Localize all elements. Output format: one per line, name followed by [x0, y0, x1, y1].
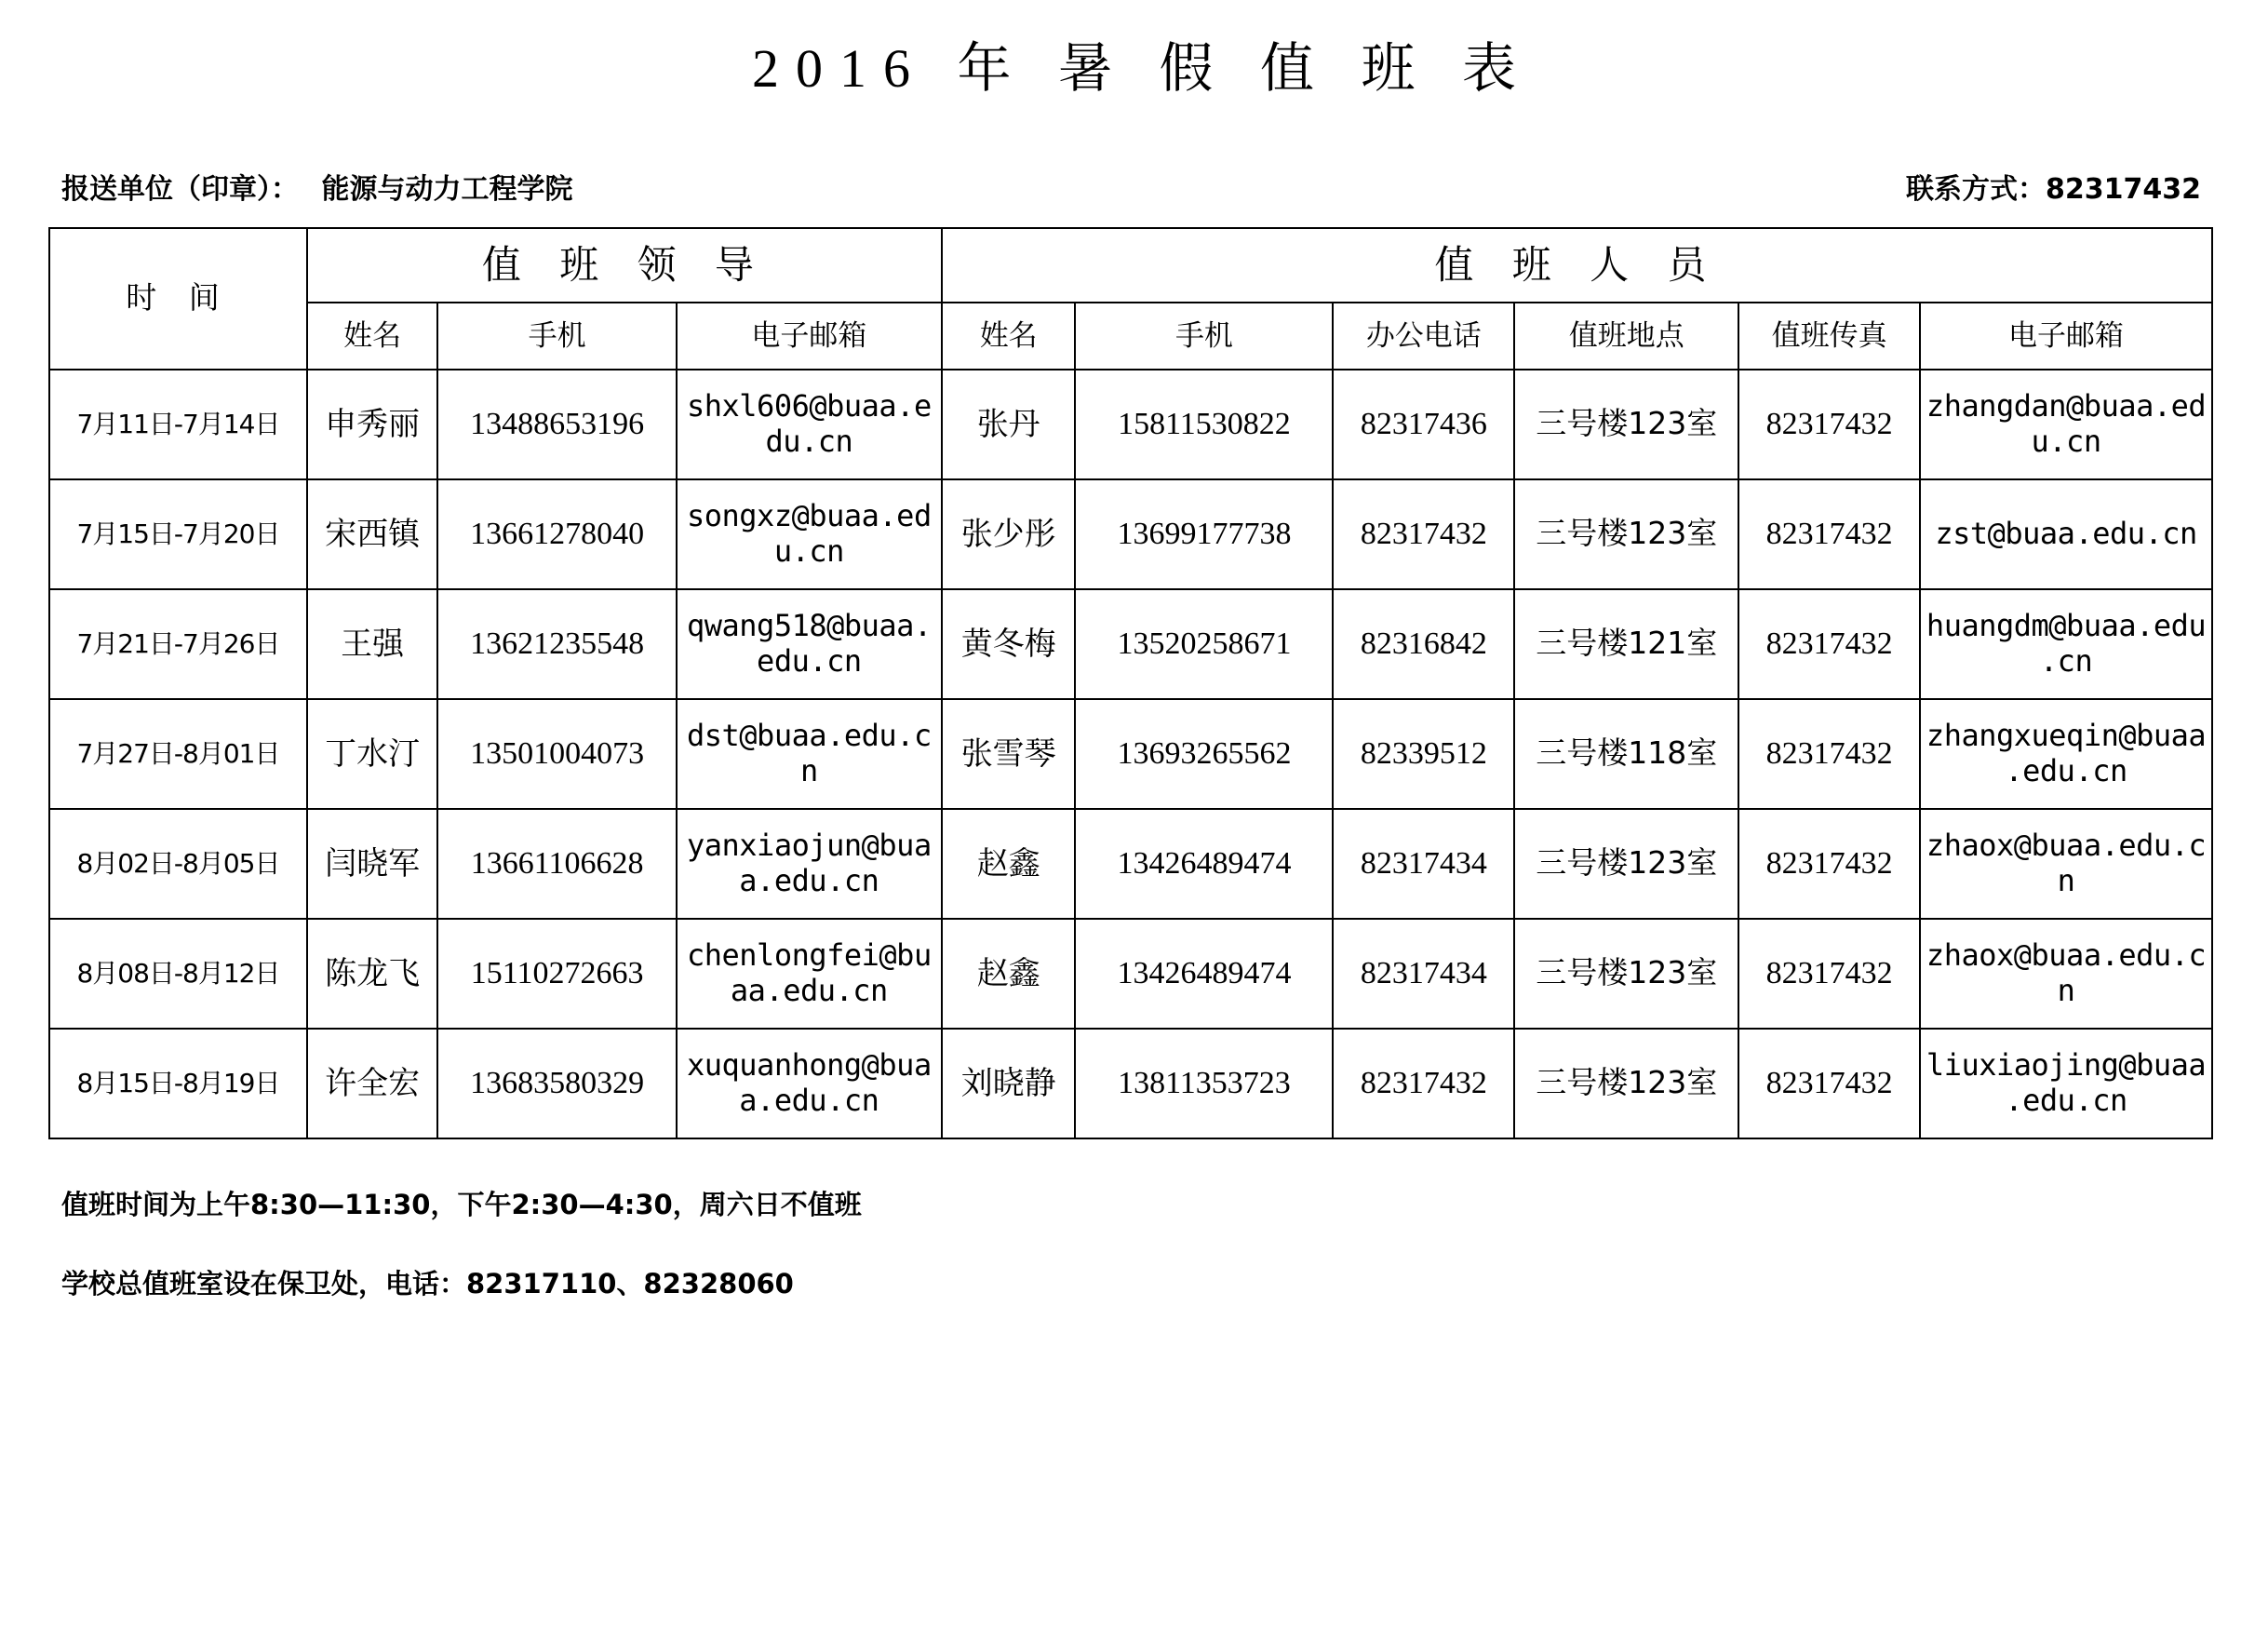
header-staff-email: 电子邮箱	[1920, 303, 2212, 370]
cell-staff-place: 三号楼121室	[1514, 589, 1738, 699]
page-title: 2016 年 暑 假 值 班 表	[751, 38, 1533, 99]
cell-staff-office: 82316842	[1333, 589, 1514, 699]
cell-staff-fax: 82317432	[1738, 809, 1920, 919]
cell-staff-email: huangdm@buaa.edu.cn	[1920, 589, 2212, 699]
cell-staff-fax: 82317432	[1738, 479, 1920, 589]
cell-staff-phone: 15811530822	[1075, 370, 1333, 479]
cell-leader-name: 申秀丽	[307, 370, 438, 479]
cell-staff-name: 黄冬梅	[942, 589, 1076, 699]
cell-leader-email: dst@buaa.edu.cn	[677, 699, 942, 809]
footnote-central-duty-room: 学校总值班室设在保卫处，电话：82317110、82328060	[61, 1267, 794, 1300]
table-row	[49, 809, 2212, 919]
cell-leader-phone: 13488653196	[437, 370, 676, 479]
table-header	[49, 228, 2212, 370]
cell-date: 7月15日-7月20日	[49, 479, 307, 589]
submitting-unit-label: 报送单位（印章）：	[61, 172, 299, 206]
cell-staff-fax: 82317432	[1738, 919, 1920, 1029]
cell-staff-office: 82317432	[1333, 479, 1514, 589]
cell-staff-name: 赵鑫	[942, 809, 1076, 919]
cell-date: 8月08日-8月12日	[49, 919, 307, 1029]
cell-staff-fax: 82317432	[1738, 370, 1920, 479]
cell-leader-name: 王强	[307, 589, 438, 699]
table-body	[49, 370, 2212, 1138]
meta-row	[48, 166, 2220, 207]
cell-staff-email: zhaox@buaa.edu.cn	[1920, 809, 2212, 919]
cell-staff-place: 三号楼118室	[1514, 699, 1738, 809]
cell-staff-phone: 13811353723	[1075, 1029, 1333, 1138]
header-leader-email: 电子邮箱	[677, 303, 942, 370]
cell-leader-name: 丁水汀	[307, 699, 438, 809]
footnotes	[48, 1184, 2220, 1301]
cell-staff-fax: 82317432	[1738, 589, 1920, 699]
cell-date: 7月27日-8月01日	[49, 699, 307, 809]
cell-date: 7月21日-7月26日	[49, 589, 307, 699]
cell-staff-name: 张少彤	[942, 479, 1076, 589]
cell-staff-phone: 13693265562	[1075, 699, 1333, 809]
submitting-unit	[61, 166, 572, 207]
header-leader-phone: 手机	[437, 303, 676, 370]
cell-staff-phone: 13426489474	[1075, 809, 1333, 919]
cell-staff-phone: 13426489474	[1075, 919, 1333, 1029]
cell-leader-email: shxl606@buaa.edu.cn	[677, 370, 942, 479]
cell-staff-fax: 82317432	[1738, 699, 1920, 809]
cell-staff-place: 三号楼123室	[1514, 1029, 1738, 1138]
header-staff-fax: 值班传真	[1738, 303, 1920, 370]
header-group-leader: 值 班 领 导	[307, 228, 942, 303]
table-group-header-row	[49, 228, 2212, 303]
cell-leader-phone: 13621235548	[437, 589, 676, 699]
cell-staff-place: 三号楼123室	[1514, 479, 1738, 589]
duty-schedule-table	[48, 227, 2213, 1139]
header-staff-place: 值班地点	[1514, 303, 1738, 370]
cell-leader-email: yanxiaojun@buaa.edu.cn	[677, 809, 942, 919]
cell-leader-phone: 13501004073	[437, 699, 676, 809]
cell-staff-place: 三号楼123室	[1514, 809, 1738, 919]
table-row	[49, 699, 2212, 809]
cell-leader-phone: 13661278040	[437, 479, 676, 589]
cell-staff-place: 三号楼123室	[1514, 370, 1738, 479]
cell-staff-name: 刘晓静	[942, 1029, 1076, 1138]
cell-staff-office: 82317434	[1333, 919, 1514, 1029]
cell-staff-email: zst@buaa.edu.cn	[1920, 479, 2212, 589]
submitting-unit-value: 能源与动力工程学院	[321, 172, 573, 206]
cell-staff-office: 82317436	[1333, 370, 1514, 479]
header-staff-name: 姓名	[942, 303, 1076, 370]
cell-leader-name: 陈龙飞	[307, 919, 438, 1029]
cell-staff-email: zhaox@buaa.edu.cn	[1920, 919, 2212, 1029]
document-page	[0, 39, 2268, 1643]
table-row	[49, 589, 2212, 699]
contact-info: 联系方式：82317432	[1906, 172, 2201, 206]
table-row	[49, 1029, 2212, 1138]
cell-staff-office: 82317432	[1333, 1029, 1514, 1138]
cell-staff-email: zhangdan@buaa.edu.cn	[1920, 370, 2212, 479]
cell-leader-phone: 13661106628	[437, 809, 676, 919]
cell-leader-email: chenlongfei@buaa.edu.cn	[677, 919, 942, 1029]
table-row	[49, 479, 2212, 589]
cell-leader-name: 闫晓军	[307, 809, 438, 919]
table-row	[49, 370, 2212, 479]
header-leader-name: 姓名	[307, 303, 438, 370]
cell-staff-name: 张丹	[942, 370, 1076, 479]
cell-staff-fax: 82317432	[1738, 1029, 1920, 1138]
header-staff-phone: 手机	[1075, 303, 1333, 370]
header-staff-office: 办公电话	[1333, 303, 1514, 370]
cell-staff-email: liuxiaojing@buaa.edu.cn	[1920, 1029, 2212, 1138]
cell-leader-phone: 13683580329	[437, 1029, 676, 1138]
footnote-duty-hours: 值班时间为上午8:30—11:30，下午2:30—4:30，周六日不值班	[61, 1188, 862, 1220]
cell-staff-phone: 13699177738	[1075, 479, 1333, 589]
cell-leader-email: songxz@buaa.edu.cn	[677, 479, 942, 589]
table-row	[49, 919, 2212, 1029]
cell-leader-email: qwang518@buaa.edu.cn	[677, 589, 942, 699]
cell-staff-place: 三号楼123室	[1514, 919, 1738, 1029]
header-time: 时 间	[49, 228, 307, 370]
cell-staff-name: 赵鑫	[942, 919, 1076, 1029]
cell-staff-name: 张雪琴	[942, 699, 1076, 809]
cell-staff-office: 82317434	[1333, 809, 1514, 919]
cell-staff-office: 82339512	[1333, 699, 1514, 809]
table-subheader-row	[49, 303, 2212, 370]
cell-leader-email: xuquanhong@buaa.edu.cn	[677, 1029, 942, 1138]
cell-leader-name: 许全宏	[307, 1029, 438, 1138]
cell-date: 8月15日-8月19日	[49, 1029, 307, 1138]
header-group-staff: 值 班 人 员	[942, 228, 2212, 303]
cell-date: 7月11日-7月14日	[49, 370, 307, 479]
cell-staff-email: zhangxueqin@buaa.edu.cn	[1920, 699, 2212, 809]
cell-date: 8月02日-8月05日	[49, 809, 307, 919]
cell-leader-phone: 15110272663	[437, 919, 676, 1029]
cell-staff-phone: 13520258671	[1075, 589, 1333, 699]
cell-leader-name: 宋西镇	[307, 479, 438, 589]
